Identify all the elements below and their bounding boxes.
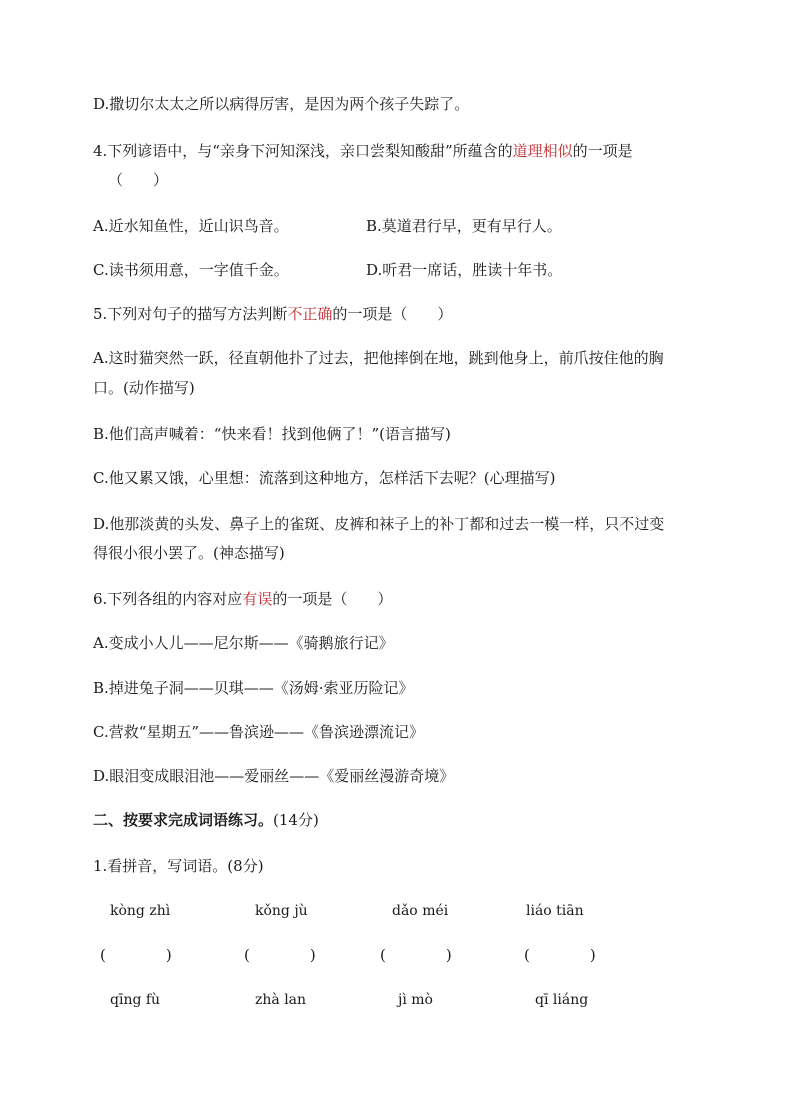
q5-option-c: C.他又累又饿，心里想：流落到这种地方，怎样活下去呢？(心理描写) [93, 469, 556, 487]
section-2-q1: 1.看拼音，写词语。(8分) [93, 857, 264, 875]
answer-blank-4[interactable]: ( ) [524, 946, 596, 964]
answer-blank-3[interactable]: ( ) [380, 946, 452, 964]
pinyin-r2-3: jì mò [398, 992, 433, 1008]
q6-option-a: A.变成小人儿——尼尔斯——《骑鹅旅行记》 [93, 634, 394, 652]
q4-answer-paren: （ ） [108, 171, 169, 189]
q5-option-d-line1: D.他那淡黄的头发、鼻子上的雀斑、皮裤和袜子上的补丁都和过去一模一样，只不过变 [93, 515, 665, 533]
q4-option-a: A.近水知鱼性，近山识鸟音。 [93, 217, 289, 235]
q5-option-b: B.他们高声喊着：“快来看！找到他俩了！”(语言描写) [93, 425, 451, 443]
pinyin-r1-3: dǎo méi [392, 903, 449, 919]
q4-option-b: B.莫道君行早，更有早行人。 [366, 217, 562, 235]
q6-stem [93, 589, 392, 609]
q5-stem-post: 的一项是（ ） [332, 305, 453, 323]
q5-stem-pre: 5.下列对句子的描写方法判断 [93, 305, 288, 323]
q6-option-b: B.掉进兔子洞——贝琪——《汤姆·索亚历险记》 [93, 679, 414, 697]
q4-stem-highlight: 道理相似 [512, 142, 573, 160]
pinyin-r2-2: zhà lan [255, 992, 307, 1008]
q4-stem-pre: 4.下列谚语中，与“亲身下河知深浅，亲口尝梨知酸甜”所蕴含的 [93, 142, 513, 160]
q6-stem-post: 的一项是（ ） [272, 590, 393, 608]
q5-option-d-line2: 得很小很小罢了。(神态描写) [93, 544, 285, 562]
q5-stem [93, 304, 452, 324]
q5-option-a-line2: 口。(动作描写) [93, 379, 195, 397]
q6-option-c: C.营救“星期五”——鲁滨逊——《鲁滨逊漂流记》 [93, 723, 425, 741]
q3-option-d: D.撒切尔太太之所以病得厉害，是因为两个孩子失踪了。 [93, 95, 470, 113]
q5-stem-highlight: 不正确 [287, 305, 333, 323]
pinyin-r1-2: kǒng jù [255, 903, 308, 919]
pinyin-r2-4: qī liáng [535, 992, 589, 1008]
q6-option-d: D.眼泪变成眼泪池——爱丽丝——《爱丽丝漫游奇境》 [93, 767, 455, 785]
q4-stem-post: 的一项是 [572, 142, 633, 160]
section-2-heading [93, 810, 319, 830]
section-2-title: 二、按要求完成词语练习。 [93, 811, 274, 829]
answer-blank-1[interactable]: ( ) [100, 946, 172, 964]
q4-option-c: C.读书须用意，一字值千金。 [93, 261, 289, 279]
q6-stem-pre: 6.下列各组的内容对应 [93, 590, 243, 608]
q4-stem [93, 141, 633, 161]
pinyin-r2-1: qīng fù [110, 992, 161, 1008]
section-2-score: (14分) [273, 811, 319, 829]
pinyin-r1-4: liáo tiān [526, 903, 584, 919]
pinyin-r1-1: kòng zhì [110, 903, 171, 919]
q6-stem-highlight: 有误 [242, 590, 273, 608]
q4-option-d: D.听君一席话，胜读十年书。 [366, 261, 563, 279]
answer-blank-2[interactable]: ( ) [244, 946, 316, 964]
q5-option-a-line1: A.这时猫突然一跃，径直朝他扑了过去，把他摔倒在地，跳到他身上，前爪按住他的胸 [93, 349, 664, 367]
